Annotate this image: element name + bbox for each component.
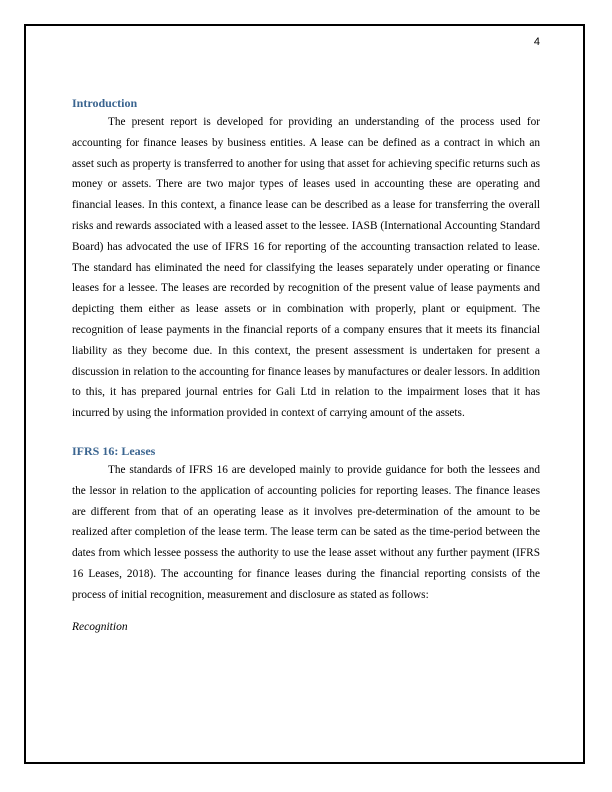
recognition-subheading: Recognition — [72, 620, 128, 633]
introduction-heading: Introduction — [72, 96, 138, 110]
ifrs16-paragraph: The standards of IFRS 16 are developed mainly to provide guidance for both the lessees and the lessor in relation to the application of accounting policies for reporting leases. The finance leases are different from that of an operating lease as it involves pre-determination of the amount to be realized after completion of the lease term. The lease term can be sated as the time-period between the dates from which lessee possess the authority to use the lease asset without any further payment (IFRS 16 Leases, 2018). The accounting for finance leases during the financial reporting consists of the process of initial recognition, measurement and disclosure as stated as follows: — [72, 463, 540, 601]
section-spacer — [72, 424, 540, 442]
introduction-paragraph: The present report is developed for providing an understanding of the process used for accounting for finance leases by business entities. A lease can be defined as a contract in which an asset such as property is transferred to another for using that asset for achieving specific returns such as money or assets. There are two major types of leases used in accounting these are operating and financial leases. In this context, a finance lease can be described as a lease for transferring the overall risks and rewards associated with a leased asset to the lessee. IASB (International Accounting Standard Board) has advocated the use of IFRS 16 for reporting of the accounting transaction related to lease. The standard has eliminated the need for classifying the leases separately under operating or finance leases for a lessee. The leases are recorded by recognition of the present value of lease payments and depicting them either as lease assets or in combination with properly, plant or equipment. The recognition of lease payments in the financial reports of a company ensures that it meets its financial liability as they become due. In this context, the present assessment is undertaken for present a discussion in relation to the accounting for finance leases by manufactures or dealer lessors. In addition to this, it has prepared journal entries for Gali Ltd in relation to the impairment loses that it has incurred by using the information provided in context of carrying amount of the assets. — [72, 116, 540, 420]
page-number: 4 — [533, 36, 540, 48]
document-body — [72, 94, 540, 636]
ifrs16-heading: IFRS 16: Leases — [72, 443, 156, 458]
